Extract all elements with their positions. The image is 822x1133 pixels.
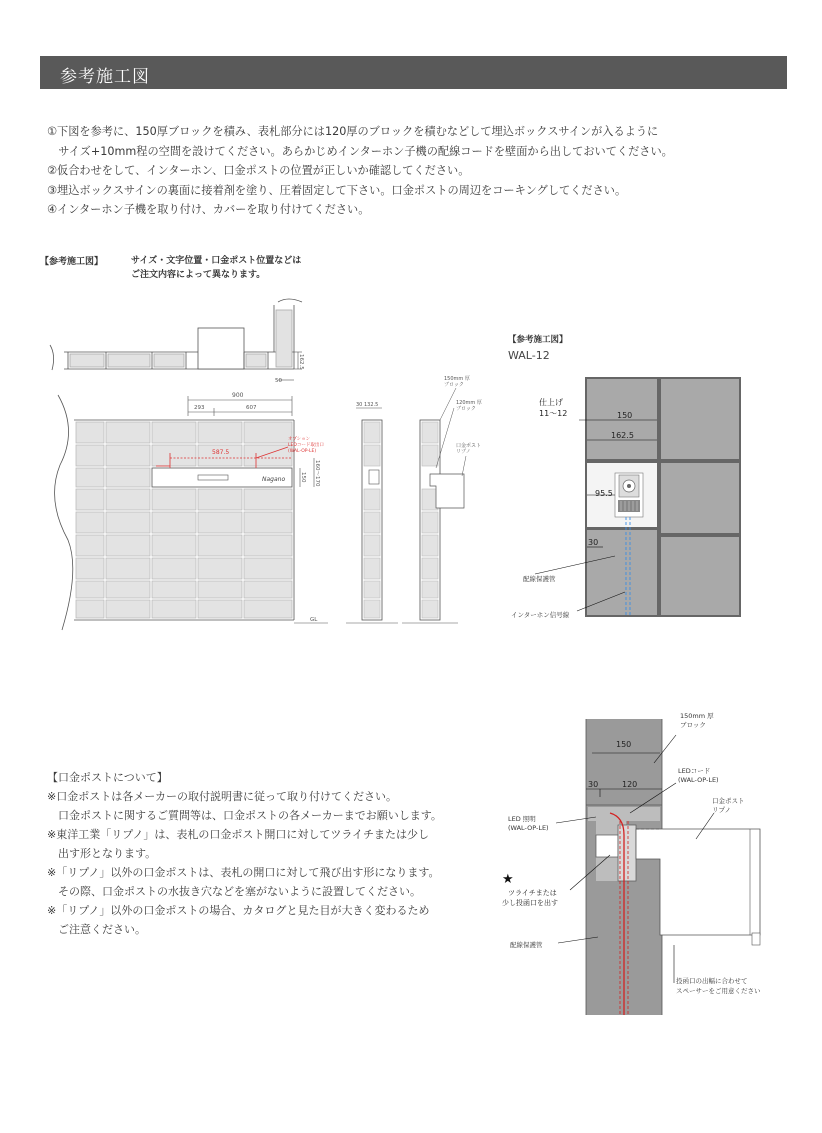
spacer-label: スペーサーをご用意ください bbox=[676, 987, 761, 995]
note-line: ※「リプノ」以外の口金ポストの場合、カタログと見た目が大きく変わるため bbox=[47, 904, 430, 917]
ledcord-label: (WAL-OP-LE) bbox=[678, 776, 719, 784]
figure2-svg bbox=[505, 330, 745, 622]
flush-label: ツライチまたは bbox=[508, 889, 557, 897]
step-line: サイズ+10mm程の空間を設けてください。あらかじめインターホン子機の配線コードを壁面から出しておいてください。 bbox=[47, 144, 673, 158]
post-label: 口金ポスト bbox=[456, 443, 482, 449]
dim-150: 150 bbox=[300, 472, 306, 483]
spacer-label: 投函口の出幅に合わせて bbox=[676, 977, 748, 985]
title-bar bbox=[40, 56, 787, 89]
option-label: LEDコード取出口 bbox=[288, 443, 324, 448]
figure1-svg bbox=[38, 290, 482, 635]
gl-label: GL bbox=[310, 617, 318, 623]
wire-label: インターホン信号線 bbox=[511, 611, 570, 619]
step-line: ①下図を参考に、150厚ブロックを積み、表札部分には120厚のブロックを積むなどして埋込ボックスサインが入るように bbox=[47, 125, 659, 138]
ledlight-label: (WAL-OP-LE) bbox=[508, 824, 549, 832]
instruction-steps bbox=[47, 122, 787, 220]
dim-30: 30 bbox=[588, 538, 599, 547]
dim-30: 30 bbox=[588, 780, 599, 789]
pipe-label: 配線保護管 bbox=[523, 575, 556, 583]
option-label: オプション bbox=[288, 437, 311, 442]
post-label: リプノ bbox=[456, 449, 471, 455]
figure3-svg bbox=[500, 705, 790, 1020]
figure1-note bbox=[131, 254, 301, 282]
block120-label: 120mm 厚 bbox=[456, 400, 482, 406]
figure3-drawing bbox=[500, 705, 790, 1020]
post-label: リプノ bbox=[712, 806, 731, 814]
post-notes bbox=[47, 768, 487, 939]
post-label: 口金ポスト bbox=[712, 797, 745, 805]
dim-293: 293 bbox=[194, 405, 205, 411]
dim-50: 50 bbox=[275, 378, 282, 384]
dim-162: 162.5 bbox=[298, 354, 304, 370]
option-label: (WAL-OP-LE) bbox=[288, 449, 317, 454]
flush-label: 少し投函口を出す bbox=[502, 899, 558, 907]
dim-150: 150 bbox=[616, 740, 632, 749]
dim-95: 95.5 bbox=[595, 489, 613, 498]
block150-label: 150mm 厚 bbox=[444, 376, 470, 382]
figure1-drawing bbox=[38, 290, 482, 635]
figure2-caption: 【参考施工図】 bbox=[508, 335, 568, 345]
dim-587: 587.5 bbox=[212, 449, 230, 456]
note-line: ご注意ください。 bbox=[47, 923, 146, 936]
figure2-drawing bbox=[505, 330, 745, 622]
star-icon: ★ bbox=[502, 872, 514, 887]
dim-900: 900 bbox=[232, 392, 244, 399]
ledlight-label: LED 照明 bbox=[508, 815, 536, 823]
note-line: ※「リプノ」以外の口金ポストは、表札の開口に対して飛び出す形になります。 bbox=[47, 866, 440, 879]
dim-607: 607 bbox=[246, 405, 257, 411]
block120-label: ブロック bbox=[456, 406, 476, 412]
dim-30-132: 30 132.5 bbox=[356, 402, 379, 408]
figure1-caption: 【参考施工図】 bbox=[40, 257, 104, 267]
figure2-model: WAL-12 bbox=[508, 349, 550, 362]
note-line: ※東洋工業「リプノ」は、表札の口金ポスト開口に対してツライチまたは少し bbox=[47, 828, 430, 841]
step-line: ③埋込ボックスサインの裏面に接着剤を塗り、圧着固定して下さい。口金ポストの周辺をコーキングしてください。 bbox=[47, 183, 627, 197]
note-line: ※口金ポストは各メーカーの取付説明書に従って取り付けてください。 bbox=[47, 790, 397, 803]
block150-label: ブロック bbox=[444, 382, 464, 388]
ledcord-label: LEDコード bbox=[678, 767, 711, 775]
figure1-note-line: サイズ・文字位置・口金ポスト位置などは bbox=[131, 256, 302, 266]
step-line: ④インターホン子機を取り付け、カバーを取り付けてください。 bbox=[47, 203, 370, 216]
finish-label: 仕上げ bbox=[539, 398, 563, 407]
dim-120: 120 bbox=[622, 780, 638, 789]
figure1-note-line: ご注文内容によって異なります。 bbox=[131, 270, 266, 280]
block-label: 150mm 厚 bbox=[680, 712, 714, 720]
notes-title: 【口金ポストについて】 bbox=[47, 771, 168, 784]
note-line: その際、口金ポストの水抜き穴などを塞がないように設置してください。 bbox=[47, 885, 421, 898]
dim-160-170: 160～170 bbox=[314, 460, 320, 487]
sign-text: Nagano bbox=[262, 476, 286, 483]
dim-162: 162.5 bbox=[611, 431, 634, 440]
page-title: 参考施工図 bbox=[60, 67, 150, 87]
note-line: 口金ポストに関するご質問等は、口金ポストの各メーカーまでお願いします。 bbox=[47, 809, 442, 822]
finish-range: 11～12 bbox=[539, 409, 568, 418]
dim-150: 150 bbox=[617, 411, 633, 420]
block-label: ブロック bbox=[680, 721, 706, 729]
note-line: 出す形となります。 bbox=[47, 847, 157, 860]
pipe-label: 配線保護管 bbox=[510, 941, 543, 949]
step-line: ②仮合わせをして、インターホン、口金ポストの位置が正しいか確認してください。 bbox=[47, 164, 470, 177]
